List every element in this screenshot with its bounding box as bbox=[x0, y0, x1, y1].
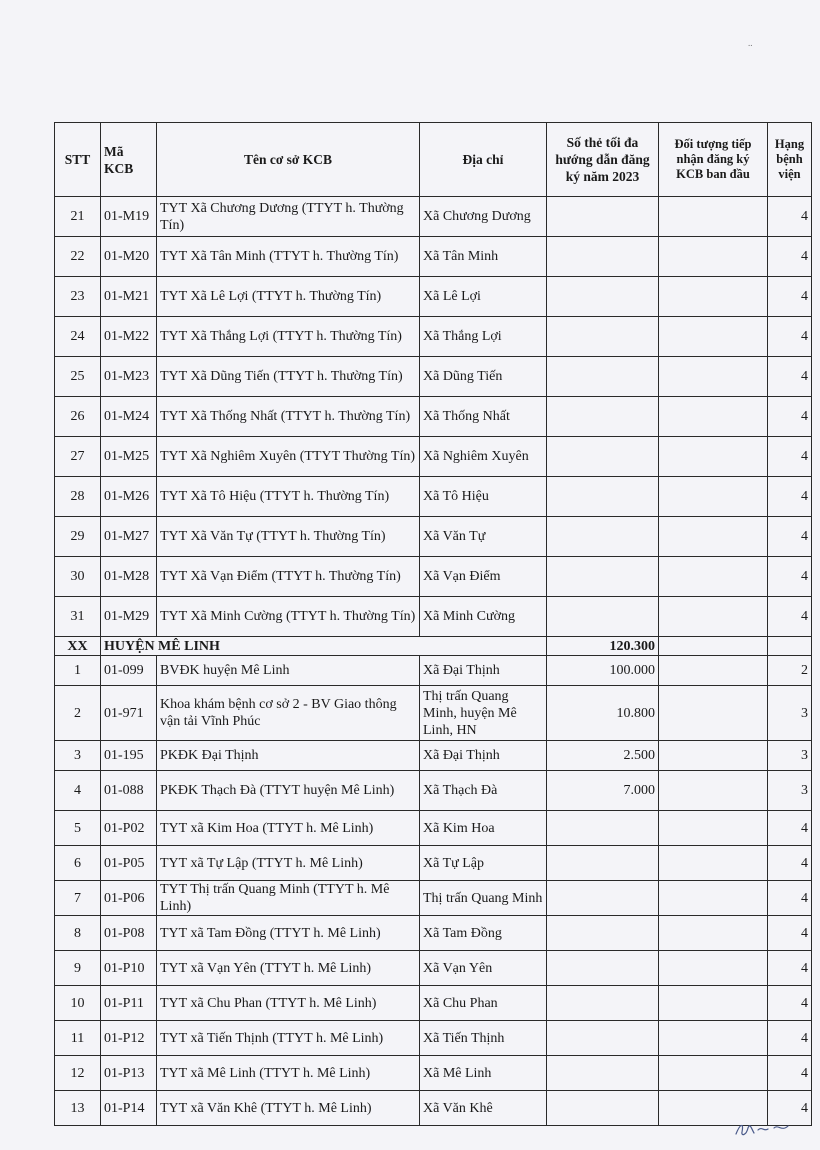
row-stt: 6 bbox=[55, 846, 101, 881]
row-ten-co-so: TYT Xã Tô Hiệu (TTYT h. Thường Tín) bbox=[157, 477, 420, 517]
row-dia-chi: Xã Tân Minh bbox=[420, 237, 547, 277]
table-row bbox=[55, 916, 812, 951]
section-title: HUYỆN MÊ LINH bbox=[101, 637, 547, 656]
row-dia-chi: Xã Văn Khê bbox=[420, 1091, 547, 1126]
row-ten-co-so: TYT Xã Vạn Điểm (TTYT h. Thường Tín) bbox=[157, 557, 420, 597]
header-doi-tuong: Đối tượng tiếp nhận đăng ký KCB ban đầu bbox=[659, 123, 768, 197]
row-hang: 3 bbox=[768, 686, 812, 741]
row-so-the: 7.000 bbox=[547, 771, 659, 811]
row-hang: 4 bbox=[768, 397, 812, 437]
row-ten-co-so: TYT xã Mê Linh (TTYT h. Mê Linh) bbox=[157, 1056, 420, 1091]
row-ma-kcb: 01-M23 bbox=[101, 357, 157, 397]
row-stt: 13 bbox=[55, 1091, 101, 1126]
table-row bbox=[55, 1091, 812, 1126]
row-hang: 4 bbox=[768, 517, 812, 557]
row-doi-tuong bbox=[659, 477, 768, 517]
row-hang: 4 bbox=[768, 277, 812, 317]
row-ma-kcb: 01-M25 bbox=[101, 437, 157, 477]
section-empty-cell bbox=[768, 637, 812, 656]
row-dia-chi: Thị trấn Quang Minh bbox=[420, 881, 547, 916]
row-ten-co-so: TYT xã Chu Phan (TTYT h. Mê Linh) bbox=[157, 986, 420, 1021]
row-ma-kcb: 01-M20 bbox=[101, 237, 157, 277]
row-stt: 22 bbox=[55, 237, 101, 277]
row-dia-chi: Xã Mê Linh bbox=[420, 1056, 547, 1091]
row-dia-chi: Xã Đại Thịnh bbox=[420, 656, 547, 686]
row-doi-tuong bbox=[659, 597, 768, 637]
table-row bbox=[55, 477, 812, 517]
table-row bbox=[55, 811, 812, 846]
row-ma-kcb: 01-195 bbox=[101, 741, 157, 771]
row-dia-chi: Xã Văn Tự bbox=[420, 517, 547, 557]
table-row bbox=[55, 197, 812, 237]
table-row bbox=[55, 986, 812, 1021]
table-header bbox=[55, 123, 812, 197]
row-stt: 27 bbox=[55, 437, 101, 477]
row-doi-tuong bbox=[659, 437, 768, 477]
row-ma-kcb: 01-M22 bbox=[101, 317, 157, 357]
row-hang: 4 bbox=[768, 951, 812, 986]
section-empty-cell bbox=[659, 637, 768, 656]
row-so-the bbox=[547, 951, 659, 986]
row-so-the bbox=[547, 317, 659, 357]
row-ma-kcb: 01-099 bbox=[101, 656, 157, 686]
header-hang: Hạng bệnh viện bbox=[768, 123, 812, 197]
row-hang: 4 bbox=[768, 916, 812, 951]
row-ma-kcb: 01-M19 bbox=[101, 197, 157, 237]
row-ten-co-so: TYT Xã Thống Nhất (TTYT h. Thường Tín) bbox=[157, 397, 420, 437]
row-hang: 4 bbox=[768, 437, 812, 477]
table-row bbox=[55, 517, 812, 557]
row-so-the: 100.000 bbox=[547, 656, 659, 686]
row-dia-chi: Thị trấn Quang Minh, huyện Mê Linh, HN bbox=[420, 686, 547, 741]
row-ten-co-so: TYT Xã Minh Cường (TTYT h. Thường Tín) bbox=[157, 597, 420, 637]
row-ma-kcb: 01-971 bbox=[101, 686, 157, 741]
row-doi-tuong bbox=[659, 277, 768, 317]
row-hang: 4 bbox=[768, 597, 812, 637]
row-hang: 4 bbox=[768, 1021, 812, 1056]
row-doi-tuong bbox=[659, 881, 768, 916]
row-so-the bbox=[547, 846, 659, 881]
row-hang: 3 bbox=[768, 771, 812, 811]
row-ten-co-so: TYT xã Kim Hoa (TTYT h. Mê Linh) bbox=[157, 811, 420, 846]
row-ten-co-so: TYT xã Tự Lập (TTYT h. Mê Linh) bbox=[157, 846, 420, 881]
row-dia-chi: Xã Lê Lợi bbox=[420, 277, 547, 317]
table-row bbox=[55, 686, 812, 741]
row-stt: 11 bbox=[55, 1021, 101, 1056]
row-doi-tuong bbox=[659, 237, 768, 277]
facility-table bbox=[54, 122, 812, 1126]
row-dia-chi: Xã Thắng Lợi bbox=[420, 317, 547, 357]
section-number: XX bbox=[55, 637, 101, 656]
row-hang: 4 bbox=[768, 986, 812, 1021]
row-stt: 8 bbox=[55, 916, 101, 951]
table-row bbox=[55, 846, 812, 881]
section-row bbox=[55, 637, 812, 656]
row-ma-kcb: 01-M24 bbox=[101, 397, 157, 437]
row-dia-chi: Xã Tô Hiệu bbox=[420, 477, 547, 517]
row-so-the bbox=[547, 1021, 659, 1056]
row-stt: 10 bbox=[55, 986, 101, 1021]
table-row bbox=[55, 1056, 812, 1091]
row-doi-tuong bbox=[659, 357, 768, 397]
row-dia-chi: Xã Tiến Thịnh bbox=[420, 1021, 547, 1056]
header-ten-co-so: Tên cơ sở KCB bbox=[157, 123, 420, 197]
row-ma-kcb: 01-P08 bbox=[101, 916, 157, 951]
row-doi-tuong bbox=[659, 397, 768, 437]
row-ma-kcb: 01-M21 bbox=[101, 277, 157, 317]
row-stt: 1 bbox=[55, 656, 101, 686]
row-ten-co-so: TYT Xã Thắng Lợi (TTYT h. Thường Tín) bbox=[157, 317, 420, 357]
page-corner-mark: .. bbox=[748, 38, 753, 48]
row-doi-tuong bbox=[659, 557, 768, 597]
row-so-the bbox=[547, 916, 659, 951]
table-row bbox=[55, 771, 812, 811]
row-ma-kcb: 01-M27 bbox=[101, 517, 157, 557]
row-doi-tuong bbox=[659, 656, 768, 686]
row-dia-chi: Xã Tam Đồng bbox=[420, 916, 547, 951]
row-dia-chi: Xã Minh Cường bbox=[420, 597, 547, 637]
row-ma-kcb: 01-P11 bbox=[101, 986, 157, 1021]
row-doi-tuong bbox=[659, 916, 768, 951]
row-so-the bbox=[547, 1056, 659, 1091]
header-so-the: Số thẻ tối đa hướng dẫn đăng ký năm 2023 bbox=[547, 123, 659, 197]
row-ma-kcb: 01-P12 bbox=[101, 1021, 157, 1056]
row-hang: 4 bbox=[768, 1091, 812, 1126]
row-ten-co-so: TYT xã Tam Đồng (TTYT h. Mê Linh) bbox=[157, 916, 420, 951]
row-ten-co-so: Khoa khám bệnh cơ sở 2 - BV Giao thông vận tải Vĩnh Phúc bbox=[157, 686, 420, 741]
row-hang: 4 bbox=[768, 197, 812, 237]
row-stt: 25 bbox=[55, 357, 101, 397]
row-so-the bbox=[547, 1091, 659, 1126]
row-doi-tuong bbox=[659, 741, 768, 771]
table-body-me-linh bbox=[55, 656, 812, 1126]
row-ten-co-so: TYT xã Tiến Thịnh (TTYT h. Mê Linh) bbox=[157, 1021, 420, 1056]
row-dia-chi: Xã Đại Thịnh bbox=[420, 741, 547, 771]
row-ma-kcb: 01-P10 bbox=[101, 951, 157, 986]
table-row bbox=[55, 1021, 812, 1056]
row-stt: 9 bbox=[55, 951, 101, 986]
row-so-the bbox=[547, 237, 659, 277]
row-hang: 4 bbox=[768, 1056, 812, 1091]
row-ten-co-so: TYT Thị trấn Quang Minh (TTYT h. Mê Linh) bbox=[157, 881, 420, 916]
row-ma-kcb: 01-P14 bbox=[101, 1091, 157, 1126]
table-row bbox=[55, 397, 812, 437]
table-row bbox=[55, 237, 812, 277]
signature-initials bbox=[732, 1118, 792, 1140]
row-dia-chi: Xã Chương Dương bbox=[420, 197, 547, 237]
row-doi-tuong bbox=[659, 317, 768, 357]
row-so-the bbox=[547, 477, 659, 517]
header-dia-chi: Địa chỉ bbox=[420, 123, 547, 197]
row-so-the: 10.800 bbox=[547, 686, 659, 741]
row-stt: 23 bbox=[55, 277, 101, 317]
row-ma-kcb: 01-P05 bbox=[101, 846, 157, 881]
table-row bbox=[55, 357, 812, 397]
row-ma-kcb: 01-M28 bbox=[101, 557, 157, 597]
row-hang: 4 bbox=[768, 811, 812, 846]
row-ten-co-so: TYT Xã Chương Dương (TTYT h. Thường Tín) bbox=[157, 197, 420, 237]
header-ma-kcb: Mã KCB bbox=[101, 123, 157, 197]
row-so-the bbox=[547, 881, 659, 916]
row-hang: 4 bbox=[768, 317, 812, 357]
row-ten-co-so: TYT Xã Tân Minh (TTYT h. Thường Tín) bbox=[157, 237, 420, 277]
row-ma-kcb: 01-P13 bbox=[101, 1056, 157, 1091]
row-dia-chi: Xã Dũng Tiến bbox=[420, 357, 547, 397]
row-stt: 29 bbox=[55, 517, 101, 557]
row-so-the bbox=[547, 277, 659, 317]
row-stt: 28 bbox=[55, 477, 101, 517]
row-dia-chi: Xã Vạn Điểm bbox=[420, 557, 547, 597]
row-stt: 3 bbox=[55, 741, 101, 771]
row-stt: 4 bbox=[55, 771, 101, 811]
section-total: 120.300 bbox=[547, 637, 659, 656]
row-hang: 4 bbox=[768, 846, 812, 881]
row-dia-chi: Xã Thống Nhất bbox=[420, 397, 547, 437]
row-dia-chi: Xã Thạch Đà bbox=[420, 771, 547, 811]
row-ten-co-so: TYT Xã Dũng Tiến (TTYT h. Thường Tín) bbox=[157, 357, 420, 397]
table-row bbox=[55, 597, 812, 637]
row-ten-co-so: TYT Xã Lê Lợi (TTYT h. Thường Tín) bbox=[157, 277, 420, 317]
row-stt: 30 bbox=[55, 557, 101, 597]
table-row bbox=[55, 951, 812, 986]
table-body-thuong-tin bbox=[55, 197, 812, 637]
row-so-the: 2.500 bbox=[547, 741, 659, 771]
row-doi-tuong bbox=[659, 517, 768, 557]
row-so-the bbox=[547, 986, 659, 1021]
row-stt: 7 bbox=[55, 881, 101, 916]
row-dia-chi: Xã Vạn Yên bbox=[420, 951, 547, 986]
row-ten-co-so: TYT Xã Văn Tự (TTYT h. Thường Tín) bbox=[157, 517, 420, 557]
row-stt: 24 bbox=[55, 317, 101, 357]
row-dia-chi: Xã Chu Phan bbox=[420, 986, 547, 1021]
row-doi-tuong bbox=[659, 771, 768, 811]
table-row bbox=[55, 881, 812, 916]
row-so-the bbox=[547, 357, 659, 397]
table-row bbox=[55, 317, 812, 357]
row-hang: 4 bbox=[768, 477, 812, 517]
row-doi-tuong bbox=[659, 846, 768, 881]
row-so-the bbox=[547, 597, 659, 637]
row-so-the bbox=[547, 397, 659, 437]
row-dia-chi: Xã Tự Lập bbox=[420, 846, 547, 881]
row-hang: 4 bbox=[768, 237, 812, 277]
row-so-the bbox=[547, 557, 659, 597]
row-doi-tuong bbox=[659, 986, 768, 1021]
row-dia-chi: Xã Nghiêm Xuyên bbox=[420, 437, 547, 477]
row-so-the bbox=[547, 517, 659, 557]
row-so-the bbox=[547, 437, 659, 477]
row-stt: 31 bbox=[55, 597, 101, 637]
table-row bbox=[55, 277, 812, 317]
row-dia-chi: Xã Kim Hoa bbox=[420, 811, 547, 846]
row-ma-kcb: 01-M29 bbox=[101, 597, 157, 637]
row-doi-tuong bbox=[659, 686, 768, 741]
row-ma-kcb: 01-P02 bbox=[101, 811, 157, 846]
table-row bbox=[55, 656, 812, 686]
row-stt: 12 bbox=[55, 1056, 101, 1091]
row-stt: 2 bbox=[55, 686, 101, 741]
table-row bbox=[55, 437, 812, 477]
row-doi-tuong bbox=[659, 811, 768, 846]
row-ten-co-so: TYT xã Văn Khê (TTYT h. Mê Linh) bbox=[157, 1091, 420, 1126]
row-doi-tuong bbox=[659, 1056, 768, 1091]
header-stt: STT bbox=[55, 123, 101, 197]
row-ten-co-so: PKĐK Thạch Đà (TTYT huyện Mê Linh) bbox=[157, 771, 420, 811]
row-so-the bbox=[547, 197, 659, 237]
row-ten-co-so: PKĐK Đại Thịnh bbox=[157, 741, 420, 771]
row-ten-co-so: TYT Xã Nghiêm Xuyên (TTYT Thường Tín) bbox=[157, 437, 420, 477]
row-stt: 26 bbox=[55, 397, 101, 437]
row-doi-tuong bbox=[659, 1021, 768, 1056]
section-me-linh bbox=[55, 637, 812, 656]
row-hang: 3 bbox=[768, 741, 812, 771]
row-doi-tuong bbox=[659, 951, 768, 986]
row-hang: 2 bbox=[768, 656, 812, 686]
row-ma-kcb: 01-P06 bbox=[101, 881, 157, 916]
row-stt: 21 bbox=[55, 197, 101, 237]
row-ten-co-so: BVĐK huyện Mê Linh bbox=[157, 656, 420, 686]
row-stt: 5 bbox=[55, 811, 101, 846]
table-row bbox=[55, 557, 812, 597]
row-so-the bbox=[547, 811, 659, 846]
row-doi-tuong bbox=[659, 197, 768, 237]
row-hang: 4 bbox=[768, 557, 812, 597]
table-row bbox=[55, 741, 812, 771]
row-ma-kcb: 01-088 bbox=[101, 771, 157, 811]
row-ten-co-so: TYT xã Vạn Yên (TTYT h. Mê Linh) bbox=[157, 951, 420, 986]
row-hang: 4 bbox=[768, 881, 812, 916]
row-hang: 4 bbox=[768, 357, 812, 397]
row-ma-kcb: 01-M26 bbox=[101, 477, 157, 517]
